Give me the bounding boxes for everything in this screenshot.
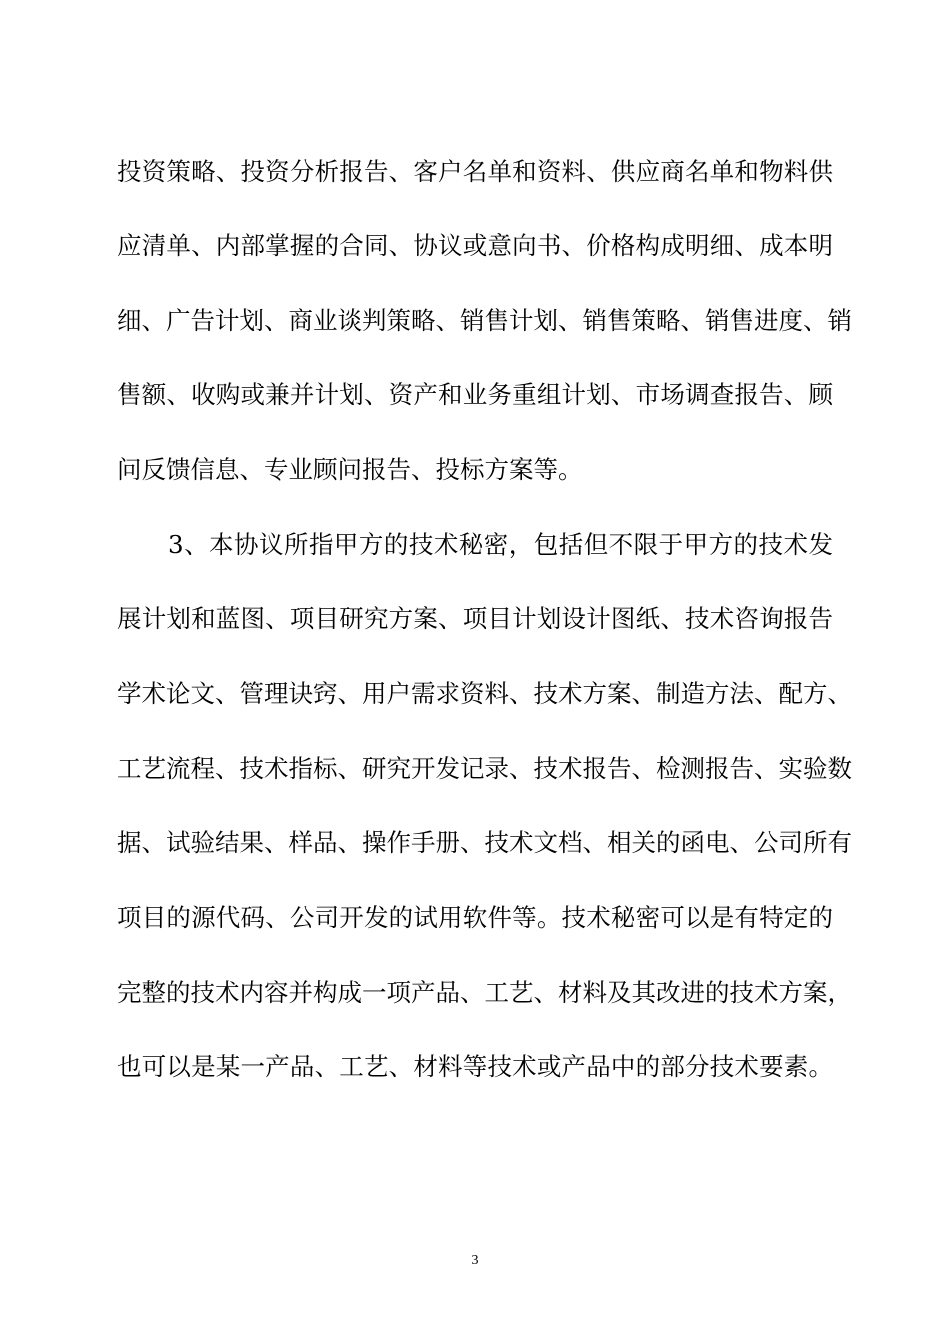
text-line: 据、试验结果、样品、操作手册、技术文档、相关的函电、公司所有 bbox=[117, 828, 852, 857]
text-line: 应清单、内部掌握的合同、协议或意向书、价格构成明细、成本明 bbox=[117, 231, 833, 260]
text-line: 也可以是某一产品、工艺、材料等技术或产品中的部分技术要素。 bbox=[117, 1052, 833, 1081]
text-line: 3、本协议所指甲方的技术秘密，包括但不限于甲方的技术发 bbox=[168, 530, 833, 559]
text-line: 售额、收购或兼并计划、资产和业务重组计划、市场调查报告、顾 bbox=[117, 380, 833, 409]
text-line: 完整的技术内容并构成一项产品、工艺、材料及其改进的技术方案， bbox=[117, 978, 852, 1007]
text-line: 项目的源代码、公司开发的试用软件等。技术秘密可以是有特定的 bbox=[117, 903, 833, 932]
page-number: 3 bbox=[471, 1253, 479, 1268]
text-line: 细、广告计划、商业谈判策略、销售计划、销售策略、销售进度、销 bbox=[117, 306, 852, 335]
text-line: 展计划和蓝图、项目研究方案、项目计划设计图纸、技术咨询报告 bbox=[117, 604, 833, 633]
text-line: 问反馈信息、专业顾问报告、投标方案等。 bbox=[117, 455, 583, 484]
text-line: 学术论文、管理诀窍、用户需求资料、技术方案、制造方法、配方、 bbox=[117, 679, 852, 708]
text-line: 投资策略、投资分析报告、客户名单和资料、供应商名单和物料供 bbox=[117, 157, 833, 186]
text-line: 工艺流程、技术指标、研究开发记录、技术报告、检测报告、实验数 bbox=[117, 754, 852, 783]
